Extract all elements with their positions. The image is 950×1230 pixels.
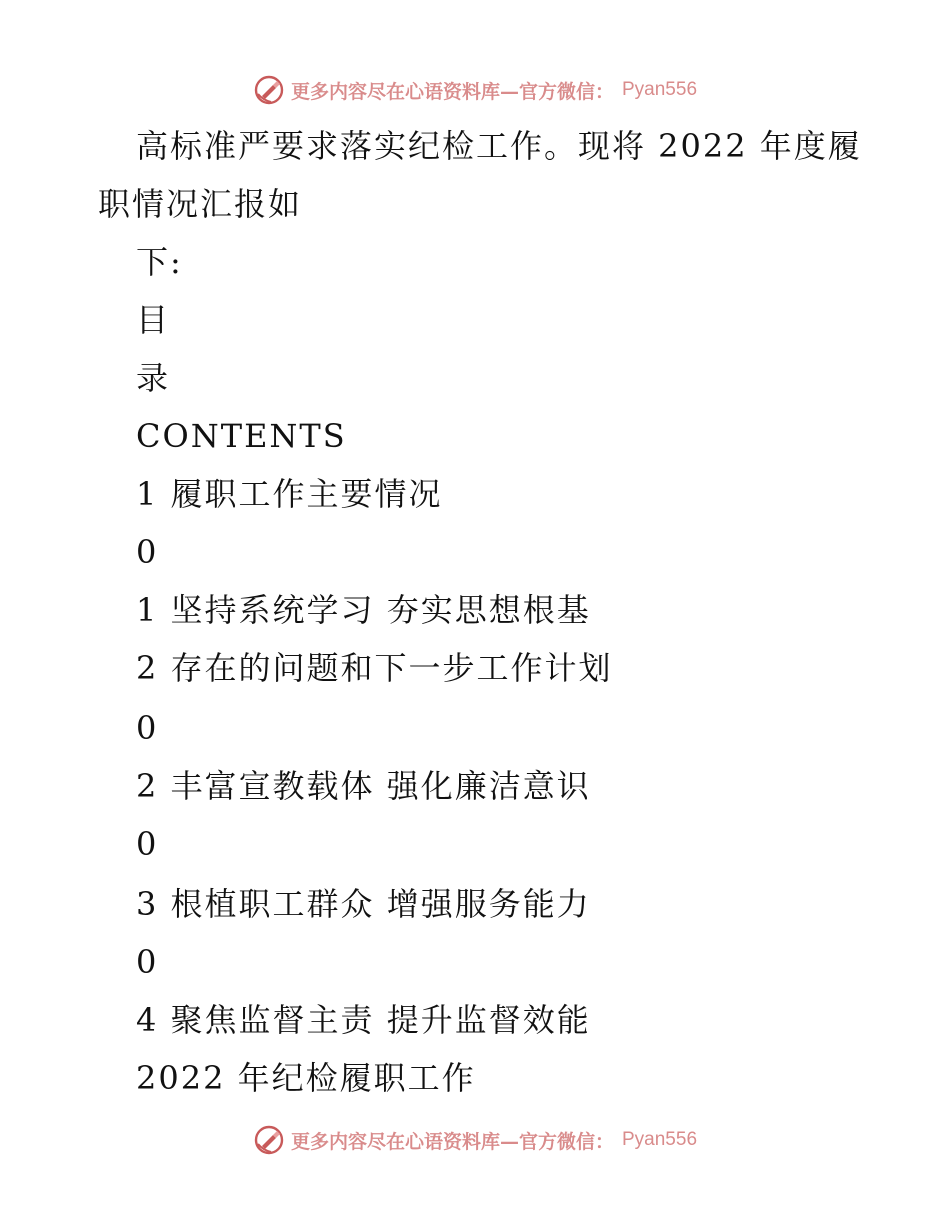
- body-line: 2022 年纪检履职工作: [136, 1059, 476, 1097]
- footer-watermark: [0, 1122, 950, 1158]
- watermark-group: [253, 1124, 697, 1156]
- toc-item: 4 聚焦监督主责 提升监督效能: [136, 1001, 591, 1039]
- toc-heading-contents: CONTENTS: [136, 417, 347, 455]
- toc-item: 0: [136, 533, 159, 571]
- body-line: 高标准严要求落实纪检工作。现将 2022 年度履: [136, 127, 862, 165]
- pen-logo-icon: [253, 74, 285, 106]
- toc-item: 1 履职工作主要情况: [136, 475, 443, 513]
- watermark-text: 更多内容尽在心语资料库—官方微信：: [290, 1130, 614, 1153]
- toc-item: 0: [136, 709, 159, 747]
- body-line: 职情况汇报如: [98, 185, 303, 223]
- toc-item: 2 存在的问题和下一步工作计划: [136, 649, 613, 687]
- toc-item: 1 坚持系统学习 夯实思想根基: [136, 591, 591, 629]
- toc-item: 3 根植职工群众 增强服务能力: [136, 885, 591, 923]
- watermark-text: 更多内容尽在心语资料库—官方微信：: [290, 80, 614, 103]
- watermark-group: [253, 74, 697, 106]
- toc-heading-part2: 录: [136, 359, 171, 397]
- watermark-wechat-id: Pyan556: [622, 1129, 698, 1150]
- pen-logo-icon: [253, 1124, 285, 1156]
- toc-item: 0: [136, 943, 159, 981]
- body-line: 下:: [136, 243, 183, 281]
- toc-heading-part1: 目: [136, 301, 171, 339]
- toc-item: 0: [136, 825, 159, 863]
- toc-item: 2 丰富宣教载体 强化廉洁意识: [136, 767, 591, 805]
- header-watermark: [0, 72, 950, 108]
- watermark-wechat-id: Pyan556: [622, 79, 698, 100]
